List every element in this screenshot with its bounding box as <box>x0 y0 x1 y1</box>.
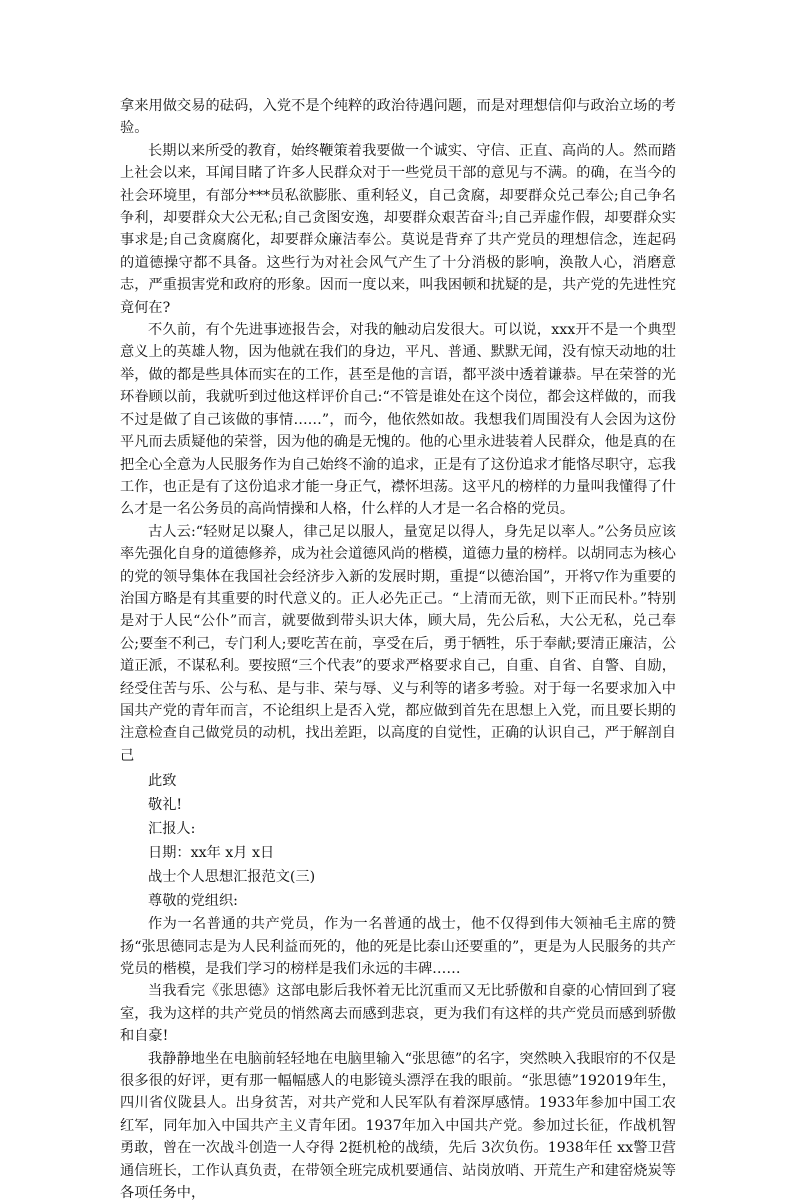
body-bottom <box>120 913 676 1204</box>
paragraph: 我静静地坐在电脑前轻轻地在电脑里输入“张思德”的名字，突然映入我眼帘的不仅是很多很的好评，更有那一幅幅感人的电影镜头漂浮在我的眼前。“张思德”192019年生，四川省仪陇县人。出身贫苦，对共产党和人民军队有着深厚感情。1933年参加中国工农红军，同年加入中国共产主义青年团。1937年加入中国共产党。参加过长征，作战机智勇敢，曾在一次战斗创造一人夺得 2挺机枪的战绩，先后 3次负伤。1938年任 xx警卫营通信班长，工作认真负责，在带领全班完成机要通信、站岗放哨、开荒生产和建窑烧炭等各项任务中， <box>120 1050 676 1202</box>
paragraph: 作为一名普通的共产党员，作为一名普通的战士，他不仅得到伟大领袖毛主席的赞扬“张思德同志是为人民利益而死的，他的死是比泰山还要重的”，更是为人民服务的共产党员的楷模，是我们学习的榜样是我们永远的丰碑…… <box>120 916 676 977</box>
section-title: 战士个人思想汇报范文(三) <box>148 869 316 886</box>
closing-block <box>120 769 676 913</box>
greeting-line: 尊敬的党组织: <box>148 893 238 910</box>
paragraph: 当我看完《张思德》这部电影后我怀着无比沉重而又无比骄傲和自豪的心情回到了寝室，我为这样的共产党员的悄然离去而感到悲哀，更为我们有这样的共产党员而感到骄傲和自豪! <box>120 983 676 1045</box>
body-top <box>120 95 676 767</box>
salutation-line: 此致 <box>148 773 177 790</box>
document-page <box>120 95 676 1204</box>
paragraph: 不久前，有个先进事迹报告会，对我的触动启发很大。可以说，xxx开不是一个典型意义上的英雄人物，因为他就在我们的身边，平凡、普通、默默无闻，没有惊天动地的壮举，做的都是些具体而实在的工作，甚至是他的言语，都平淡中透着谦恭。早在荣誉的光环眷顾以前，我就听到过他这样评价自己:“不管是谁处在这个岗位，都会这样做的，而我不过是做了自己该做的事情……”，而今，他依然如故。我想我们周围没有人会因为这份平凡而去质疑他的荣誉，因为他的确是无愧的。他的心里永进装着人民群众，他是真的在把全心全意为人民服务作为自己始终不渝的追求，正是有了这份追求才能恪尽职守，忘我工作，也正是有了这份追求才能一身正气，襟怀坦荡。这平凡的榜样的力量叫我懂得了什么才是一名公务员的高尚情操和人格，什么样的人才是一名合格的党员。 <box>120 322 676 518</box>
salutation-line: 敬礼! <box>148 797 183 814</box>
paragraph: 古人云:“轻财足以聚人，律己足以服人，量宽足以得人，身先足以率人。”公务员应该率先强化自身的道德修养，成为社会道德风尚的楷模，道德力量的榜样。以胡同志为核心的党的领导集体在我国社会经济步入新的发展时期，重提“以德治国”，开将▽作为重要的治国方略是有其重要的时代意义的。正人必先正己。“上清而无欲，则下正而民朴。”特别是对于人民“公仆”而言，就要做到带头识大体，顾大局，先公后私，大公无私，兑己奉公;要奎不利己，专门利人;要吃苦在前，享受在后，勇于牺牲，乐于奉献;要清正廉洁，公道正派，不谋私利。要按照“三个代表”的要求严格要求自己，自重、自省、自警、自励，经受住苦与乐、公与私、是与非、荣与辱、义与利等的诸多考验。对于每一名要求加入中国共产党的青年而言，不论组织上是否入党，都应做到首先在思想上入党，而且要长期的注意检查自己做党员的动机，找出差距，以高度的自觉性，正确的认识自己，严于解剖自己 <box>120 523 676 764</box>
reporter-line: 汇报人: <box>148 821 196 838</box>
date-line: 日期：xx年 x月 x日 <box>148 845 275 862</box>
paragraph: 拿来用做交易的砝码，入党不是个纯粹的政治待遇问题，而是对理想信仰与政治立场的考验。 <box>120 98 676 137</box>
paragraph: 长期以来所受的教育，始终鞭策着我要做一个诚实、守信、正直、高尚的人。然而踏上社会以来，耳闻目睹了许多人民群众对于一些党员干部的意见与不满。的确，在当今的社会环境里，有部分***员私欲膨胀、重利轻义，自己贪腐，却要群众兑己奉公;自己争名争利，却要群众大公无私;自己贪图安逸，却要群众艰苦奋斗;自己弄虚作假，却要群众实事求是;自己贪腐腐化，却要群众廉洁奉公。莫说是背弃了共产党员的理想信念，连起码的道德操守都不具备。这些行为对社会风气产生了十分消极的影响，涣散人心，消磨意志，严重损害党和政府的形象。因而一度以来，叫我困顿和扰疑的是，共产党的先进性究竟何在? <box>120 142 676 316</box>
